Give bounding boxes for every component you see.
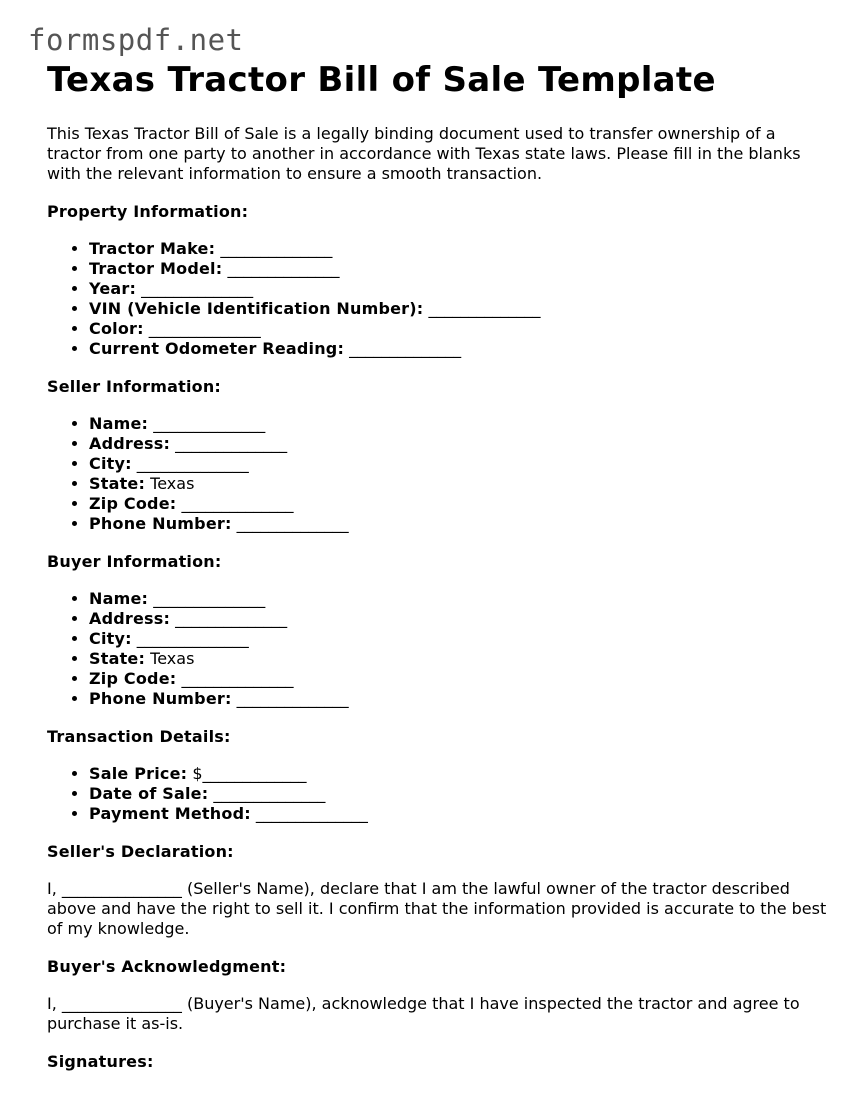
field-value: ______________: [153, 589, 266, 608]
signatures-heading: Signatures:: [47, 1052, 154, 1071]
transaction-item-price: [89, 764, 827, 784]
field-value: ______________: [349, 339, 462, 358]
property-heading: Property Information:: [47, 202, 249, 221]
buyer-list: [47, 589, 827, 709]
field-label: Date of Sale:: [89, 784, 209, 803]
buyer-acknowledgment-text: I, _______________ (Buyer's Name), acknowledge that I have inspected the tractor and agree to purchase it as-is.: [47, 994, 800, 1033]
document-title: Texas Tractor Bill of Sale Template: [47, 60, 716, 100]
site-watermark: formspdf.net: [28, 23, 244, 57]
buyer-item-zip: [89, 669, 827, 689]
field-value: ______________: [153, 414, 266, 433]
field-label: Current Odometer Reading:: [89, 339, 345, 358]
field-label: Payment Method:: [89, 804, 251, 823]
field-label: Tractor Model:: [89, 259, 223, 278]
field-label: State:: [89, 474, 146, 493]
field-label: City:: [89, 454, 132, 473]
seller-heading: Seller Information:: [47, 377, 222, 396]
buyer-item-address: [89, 609, 827, 629]
field-value: ______________: [181, 669, 294, 688]
field-label: Zip Code:: [89, 669, 177, 688]
field-value: ______________: [213, 784, 326, 803]
seller-list: [47, 414, 827, 534]
property-item-odometer: [89, 339, 827, 359]
property-item-model: [89, 259, 827, 279]
field-label: Color:: [89, 319, 144, 338]
property-item-make: [89, 239, 827, 259]
field-label: Tractor Make:: [89, 239, 216, 258]
field-value: ______________: [136, 629, 249, 648]
buyer-item-state: [89, 649, 827, 669]
buyer-acknowledgment-heading: Buyer's Acknowledgment:: [47, 957, 287, 976]
field-value: ______________: [148, 319, 261, 338]
transaction-list: [47, 764, 827, 824]
field-value: ______________: [175, 609, 288, 628]
property-list: [47, 239, 827, 359]
buyer-item-phone: [89, 689, 827, 709]
property-item-vin: [89, 299, 827, 319]
field-value: ______________: [236, 514, 349, 533]
field-value: ______________: [428, 299, 541, 318]
field-value: ______________: [181, 494, 294, 513]
seller-declaration-text: I, _______________ (Seller's Name), declare that I am the lawful owner of the tractor described above and have the right to sell it. I confirm that the information provided is accurate to the best of my knowledge.: [47, 879, 827, 938]
field-value: ______________: [141, 279, 254, 298]
field-label: Year:: [89, 279, 137, 298]
transaction-item-date: [89, 784, 827, 804]
field-value: ______________: [175, 434, 288, 453]
property-item-year: [89, 279, 827, 299]
transaction-item-payment: [89, 804, 827, 824]
field-label: Phone Number:: [89, 689, 232, 708]
field-label: VIN (Vehicle Identification Number):: [89, 299, 424, 318]
field-value: ______________: [220, 239, 333, 258]
field-value: ______________: [255, 804, 368, 823]
buyer-item-name: [89, 589, 827, 609]
field-label: City:: [89, 629, 132, 648]
field-value: ______________: [227, 259, 340, 278]
field-label: Name:: [89, 589, 149, 608]
seller-item-phone: [89, 514, 827, 534]
seller-item-city: [89, 454, 827, 474]
field-value: Texas: [150, 649, 195, 668]
seller-item-state: [89, 474, 827, 494]
field-label: Phone Number:: [89, 514, 232, 533]
buyer-item-city: [89, 629, 827, 649]
field-value: Texas: [150, 474, 195, 493]
field-value: $_____________: [192, 764, 307, 783]
field-value: ______________: [236, 689, 349, 708]
field-value: ______________: [136, 454, 249, 473]
buyer-heading: Buyer Information:: [47, 552, 222, 571]
document-page: [47, 60, 827, 1072]
field-label: Sale Price:: [89, 764, 188, 783]
field-label: State:: [89, 649, 146, 668]
field-label: Address:: [89, 434, 171, 453]
field-label: Zip Code:: [89, 494, 177, 513]
field-label: Name:: [89, 414, 149, 433]
seller-item-address: [89, 434, 827, 454]
transaction-heading: Transaction Details:: [47, 727, 231, 746]
property-item-color: [89, 319, 827, 339]
seller-item-zip: [89, 494, 827, 514]
seller-declaration-heading: Seller's Declaration:: [47, 842, 234, 861]
intro-paragraph: This Texas Tractor Bill of Sale is a legally binding document used to transfer ownership of a tractor from one party to another in accordance with Texas state laws. Please fill in the blanks with the relevant information to ensure a smooth transaction.: [47, 124, 801, 183]
seller-item-name: [89, 414, 827, 434]
field-label: Address:: [89, 609, 171, 628]
